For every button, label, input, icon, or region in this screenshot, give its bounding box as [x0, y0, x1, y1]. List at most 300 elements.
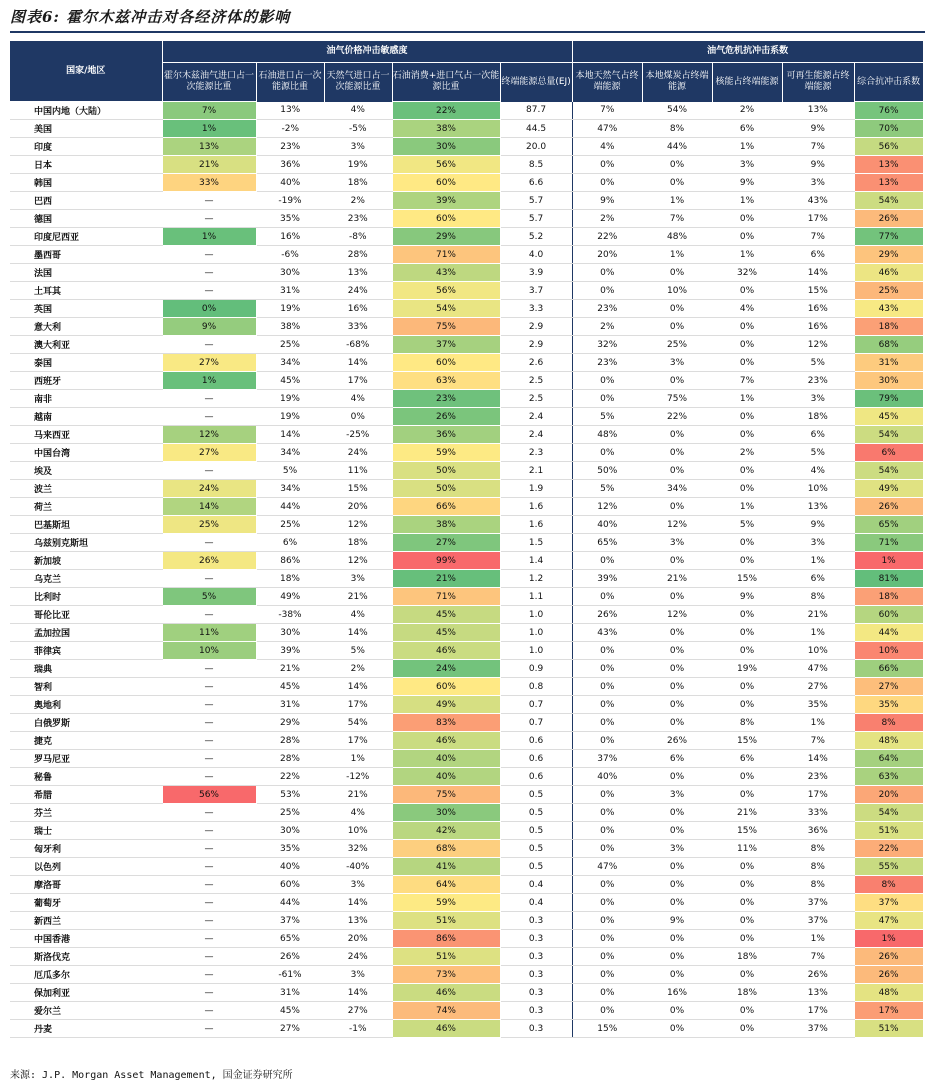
- country-cell: 厄瓜多尔: [10, 966, 162, 984]
- value-cell: —: [162, 282, 256, 300]
- value-cell: 0%: [712, 228, 782, 246]
- value-cell: —: [162, 876, 256, 894]
- country-cell: 哥伦比亚: [10, 606, 162, 624]
- value-cell: 47%: [854, 912, 923, 930]
- table-row: [10, 750, 923, 768]
- value-cell: 60%: [392, 678, 500, 696]
- table-row: [10, 894, 923, 912]
- value-cell: 0%: [712, 678, 782, 696]
- value-cell: 0%: [712, 282, 782, 300]
- value-cell: 0%: [642, 876, 712, 894]
- table-row: [10, 480, 923, 498]
- value-cell: 5%: [256, 462, 324, 480]
- value-cell: 6%: [782, 246, 854, 264]
- value-cell: 9%: [162, 318, 256, 336]
- value-cell: 60%: [392, 354, 500, 372]
- value-cell: 39%: [256, 642, 324, 660]
- value-cell: 40%: [572, 768, 642, 786]
- value-cell: 3.7: [500, 282, 572, 300]
- country-cell: 中国香港: [10, 930, 162, 948]
- value-cell: 12%: [782, 336, 854, 354]
- column-header: 石油消费+进口气占一次能源比重: [392, 63, 500, 102]
- value-cell: 13%: [782, 102, 854, 120]
- value-cell: 2%: [712, 444, 782, 462]
- value-cell: 54%: [642, 102, 712, 120]
- table-row: [10, 228, 923, 246]
- value-cell: —: [162, 696, 256, 714]
- value-cell: 2.9: [500, 336, 572, 354]
- value-cell: 2.6: [500, 354, 572, 372]
- value-cell: 7%: [782, 228, 854, 246]
- value-cell: 9%: [782, 156, 854, 174]
- value-cell: 0%: [572, 966, 642, 984]
- value-cell: 1%: [854, 930, 923, 948]
- value-cell: 0%: [572, 984, 642, 1002]
- value-cell: 21%: [782, 606, 854, 624]
- value-cell: —: [162, 678, 256, 696]
- value-cell: 4%: [782, 462, 854, 480]
- value-cell: 23%: [572, 300, 642, 318]
- value-cell: 30%: [392, 138, 500, 156]
- value-cell: 0%: [642, 462, 712, 480]
- value-cell: —: [162, 264, 256, 282]
- value-cell: 0%: [712, 912, 782, 930]
- value-cell: 27%: [854, 678, 923, 696]
- value-cell: 0%: [572, 696, 642, 714]
- value-cell: 12%: [572, 498, 642, 516]
- value-cell: 0%: [712, 462, 782, 480]
- value-cell: 26%: [392, 408, 500, 426]
- value-cell: 30%: [392, 804, 500, 822]
- value-cell: 0%: [572, 786, 642, 804]
- column-header: 本地煤炭占终端能源: [642, 63, 712, 102]
- value-cell: 0%: [642, 714, 712, 732]
- value-cell: 47%: [572, 858, 642, 876]
- value-cell: 30%: [256, 264, 324, 282]
- value-cell: —: [162, 660, 256, 678]
- value-cell: 0%: [712, 606, 782, 624]
- value-cell: 6%: [712, 750, 782, 768]
- value-cell: 18%: [854, 588, 923, 606]
- value-cell: 43%: [392, 264, 500, 282]
- value-cell: 9%: [712, 174, 782, 192]
- value-cell: 0%: [712, 534, 782, 552]
- value-cell: 51%: [392, 948, 500, 966]
- value-cell: -12%: [324, 768, 392, 786]
- value-cell: 0%: [642, 930, 712, 948]
- value-cell: 22%: [642, 408, 712, 426]
- value-cell: 18%: [782, 408, 854, 426]
- value-cell: 76%: [854, 102, 923, 120]
- value-cell: 1%: [712, 192, 782, 210]
- value-cell: 0%: [572, 390, 642, 408]
- value-cell: 51%: [854, 822, 923, 840]
- value-cell: 3%: [642, 786, 712, 804]
- value-cell: 7%: [642, 210, 712, 228]
- table-row: [10, 498, 923, 516]
- value-cell: 0%: [572, 444, 642, 462]
- table-row: [10, 768, 923, 786]
- value-cell: 49%: [854, 480, 923, 498]
- value-cell: 31%: [256, 984, 324, 1002]
- value-cell: 15%: [572, 1020, 642, 1038]
- value-cell: 86%: [392, 930, 500, 948]
- value-cell: 1%: [712, 498, 782, 516]
- value-cell: 0%: [712, 354, 782, 372]
- value-cell: 1%: [854, 552, 923, 570]
- value-cell: 59%: [392, 444, 500, 462]
- value-cell: 40%: [256, 174, 324, 192]
- value-cell: 23%: [324, 210, 392, 228]
- source-note: 来源: J.P. Morgan Asset Management, 国金证券研究所: [10, 1070, 293, 1081]
- value-cell: 8%: [712, 714, 782, 732]
- value-cell: —: [162, 408, 256, 426]
- value-cell: 47%: [782, 660, 854, 678]
- table-row: [10, 678, 923, 696]
- value-cell: 0%: [572, 930, 642, 948]
- value-cell: 19%: [256, 300, 324, 318]
- value-cell: 45%: [256, 1002, 324, 1020]
- value-cell: 40%: [392, 768, 500, 786]
- value-cell: -8%: [324, 228, 392, 246]
- value-cell: -25%: [324, 426, 392, 444]
- value-cell: 17%: [324, 696, 392, 714]
- value-cell: 1.0: [500, 606, 572, 624]
- value-cell: 37%: [256, 912, 324, 930]
- value-cell: 13%: [854, 156, 923, 174]
- value-cell: 26%: [572, 606, 642, 624]
- value-cell: 8%: [782, 588, 854, 606]
- value-cell: -5%: [324, 120, 392, 138]
- value-cell: 23%: [256, 138, 324, 156]
- value-cell: 3%: [782, 390, 854, 408]
- value-cell: —: [162, 1002, 256, 1020]
- value-cell: 0%: [642, 372, 712, 390]
- value-cell: 13%: [854, 174, 923, 192]
- value-cell: 71%: [392, 588, 500, 606]
- value-cell: 7%: [572, 102, 642, 120]
- value-cell: -1%: [324, 1020, 392, 1038]
- value-cell: 0%: [712, 624, 782, 642]
- value-cell: 2%: [712, 102, 782, 120]
- value-cell: 34%: [256, 444, 324, 462]
- value-cell: 37%: [782, 912, 854, 930]
- country-cell: 波兰: [10, 480, 162, 498]
- value-cell: 0%: [712, 786, 782, 804]
- impact-table: [10, 41, 924, 1038]
- value-cell: 60%: [392, 210, 500, 228]
- value-cell: 25%: [854, 282, 923, 300]
- value-cell: 11%: [712, 840, 782, 858]
- value-cell: 5%: [572, 408, 642, 426]
- value-cell: 41%: [392, 858, 500, 876]
- value-cell: 1%: [324, 750, 392, 768]
- value-cell: 0%: [712, 480, 782, 498]
- value-cell: 1.2: [500, 570, 572, 588]
- value-cell: 1.0: [500, 624, 572, 642]
- country-cell: 日本: [10, 156, 162, 174]
- value-cell: 1.5: [500, 534, 572, 552]
- table-row: [10, 138, 923, 156]
- value-cell: 17%: [854, 1002, 923, 1020]
- value-cell: 1%: [782, 624, 854, 642]
- title-rule: [10, 31, 925, 33]
- value-cell: 21%: [324, 588, 392, 606]
- value-cell: 1%: [782, 714, 854, 732]
- value-cell: 0%: [642, 894, 712, 912]
- value-cell: —: [162, 462, 256, 480]
- value-cell: 3%: [782, 174, 854, 192]
- value-cell: 2.5: [500, 390, 572, 408]
- value-cell: 64%: [392, 876, 500, 894]
- value-cell: 33%: [782, 804, 854, 822]
- value-cell: 16%: [256, 228, 324, 246]
- group-header-resilience: 油气危机抗冲击系数: [572, 41, 923, 63]
- value-cell: 0%: [642, 966, 712, 984]
- value-cell: 0%: [642, 426, 712, 444]
- value-cell: 18%: [324, 174, 392, 192]
- country-cell: 捷克: [10, 732, 162, 750]
- value-cell: 28%: [324, 246, 392, 264]
- value-cell: 3%: [642, 354, 712, 372]
- value-cell: 46%: [854, 264, 923, 282]
- value-cell: 2.4: [500, 426, 572, 444]
- country-cell: 中国内地（大陆）: [10, 102, 162, 120]
- value-cell: 56%: [392, 156, 500, 174]
- value-cell: 0%: [572, 156, 642, 174]
- value-cell: 7%: [782, 138, 854, 156]
- value-cell: 46%: [392, 642, 500, 660]
- value-cell: 50%: [392, 462, 500, 480]
- country-cell: 瑞士: [10, 822, 162, 840]
- table-row: [10, 696, 923, 714]
- value-cell: 30%: [256, 624, 324, 642]
- value-cell: 13%: [782, 498, 854, 516]
- value-cell: 0%: [712, 426, 782, 444]
- table-row: [10, 246, 923, 264]
- country-cell: 匈牙利: [10, 840, 162, 858]
- value-cell: 8%: [782, 858, 854, 876]
- value-cell: 10%: [782, 642, 854, 660]
- value-cell: 38%: [392, 120, 500, 138]
- value-cell: 0%: [572, 642, 642, 660]
- value-cell: 30%: [256, 822, 324, 840]
- value-cell: 0%: [572, 804, 642, 822]
- value-cell: 29%: [854, 246, 923, 264]
- value-cell: 0%: [712, 318, 782, 336]
- country-cell: 英国: [10, 300, 162, 318]
- value-cell: 35%: [256, 840, 324, 858]
- value-cell: 2.4: [500, 408, 572, 426]
- value-cell: 99%: [392, 552, 500, 570]
- value-cell: 45%: [392, 624, 500, 642]
- value-cell: 71%: [854, 534, 923, 552]
- value-cell: 34%: [256, 480, 324, 498]
- value-cell: 0%: [642, 804, 712, 822]
- value-cell: 1.1: [500, 588, 572, 606]
- value-cell: 22%: [392, 102, 500, 120]
- value-cell: 0%: [572, 552, 642, 570]
- value-cell: 0.3: [500, 966, 572, 984]
- value-cell: 83%: [392, 714, 500, 732]
- country-cell: 巴基斯坦: [10, 516, 162, 534]
- value-cell: 63%: [854, 768, 923, 786]
- table-row: [10, 462, 923, 480]
- value-cell: 0%: [572, 948, 642, 966]
- table-row: [10, 282, 923, 300]
- value-cell: 0.5: [500, 840, 572, 858]
- value-cell: 51%: [392, 912, 500, 930]
- value-cell: 2.1: [500, 462, 572, 480]
- table-row: [10, 624, 923, 642]
- value-cell: 70%: [854, 120, 923, 138]
- value-cell: 0%: [712, 696, 782, 714]
- group-header-sensitivity: 油气价格冲击敏感度: [162, 41, 572, 63]
- value-cell: 0%: [642, 156, 712, 174]
- column-header: 可再生能源占终端能源: [782, 63, 854, 102]
- value-cell: 6%: [712, 120, 782, 138]
- value-cell: 21%: [712, 804, 782, 822]
- value-cell: 24%: [324, 948, 392, 966]
- value-cell: 55%: [854, 858, 923, 876]
- value-cell: 28%: [256, 732, 324, 750]
- value-cell: 8%: [782, 876, 854, 894]
- value-cell: 49%: [256, 588, 324, 606]
- value-cell: —: [162, 822, 256, 840]
- value-cell: 2.3: [500, 444, 572, 462]
- value-cell: 27%: [392, 534, 500, 552]
- value-cell: 59%: [392, 894, 500, 912]
- value-cell: 14%: [782, 264, 854, 282]
- value-cell: 23%: [782, 768, 854, 786]
- value-cell: 24%: [162, 480, 256, 498]
- value-cell: 21%: [256, 660, 324, 678]
- value-cell: —: [162, 390, 256, 408]
- country-cell: 越南: [10, 408, 162, 426]
- value-cell: -61%: [256, 966, 324, 984]
- value-cell: 37%: [572, 750, 642, 768]
- value-cell: —: [162, 714, 256, 732]
- value-cell: 44%: [854, 624, 923, 642]
- value-cell: —: [162, 948, 256, 966]
- value-cell: 26%: [854, 966, 923, 984]
- value-cell: 0.3: [500, 1002, 572, 1020]
- value-cell: 40%: [392, 750, 500, 768]
- value-cell: 18%: [256, 570, 324, 588]
- value-cell: 43%: [782, 192, 854, 210]
- value-cell: 3.3: [500, 300, 572, 318]
- value-cell: —: [162, 912, 256, 930]
- value-cell: —: [162, 210, 256, 228]
- table-row: [10, 840, 923, 858]
- value-cell: 0%: [572, 732, 642, 750]
- country-cell: 马来西亚: [10, 426, 162, 444]
- value-cell: 0%: [712, 408, 782, 426]
- value-cell: -38%: [256, 606, 324, 624]
- value-cell: 1%: [712, 390, 782, 408]
- country-cell: 葡萄牙: [10, 894, 162, 912]
- value-cell: 38%: [256, 318, 324, 336]
- value-cell: 16%: [642, 984, 712, 1002]
- table-row: [10, 120, 923, 138]
- table-row: [10, 606, 923, 624]
- value-cell: 5%: [782, 444, 854, 462]
- value-cell: 46%: [392, 1020, 500, 1038]
- value-cell: 4%: [572, 138, 642, 156]
- value-cell: 39%: [392, 192, 500, 210]
- value-cell: 19%: [256, 390, 324, 408]
- table-row: [10, 552, 923, 570]
- value-cell: 0%: [642, 678, 712, 696]
- column-header: 石油进口占一次能源比重: [256, 63, 324, 102]
- country-cell: 奥地利: [10, 696, 162, 714]
- value-cell: 0%: [572, 912, 642, 930]
- value-cell: 31%: [854, 354, 923, 372]
- value-cell: 87.7: [500, 102, 572, 120]
- value-cell: 0%: [572, 660, 642, 678]
- value-cell: 0.3: [500, 930, 572, 948]
- value-cell: 16%: [782, 300, 854, 318]
- value-cell: 27%: [782, 678, 854, 696]
- value-cell: 3%: [642, 534, 712, 552]
- value-cell: 1%: [712, 138, 782, 156]
- value-cell: 4%: [324, 102, 392, 120]
- value-cell: 24%: [392, 660, 500, 678]
- table-row: [10, 174, 923, 192]
- country-cell: 芬兰: [10, 804, 162, 822]
- value-cell: 65%: [572, 534, 642, 552]
- value-cell: —: [162, 804, 256, 822]
- table-row: [10, 192, 923, 210]
- value-cell: 0.4: [500, 894, 572, 912]
- value-cell: 20%: [324, 498, 392, 516]
- value-cell: 17%: [782, 786, 854, 804]
- value-cell: 0%: [642, 696, 712, 714]
- value-cell: 0%: [712, 1020, 782, 1038]
- table-row: [10, 984, 923, 1002]
- country-cell: 乌兹别克斯坦: [10, 534, 162, 552]
- value-cell: 10%: [324, 822, 392, 840]
- value-cell: 47%: [572, 120, 642, 138]
- value-cell: 15%: [324, 480, 392, 498]
- value-cell: 0%: [642, 624, 712, 642]
- column-header: 终端能源总量(EJ): [500, 63, 572, 102]
- value-cell: 1%: [162, 372, 256, 390]
- value-cell: 65%: [854, 516, 923, 534]
- table-row: [10, 876, 923, 894]
- table-row: [10, 930, 923, 948]
- value-cell: 21%: [324, 786, 392, 804]
- value-cell: 1%: [782, 930, 854, 948]
- value-cell: 0%: [572, 282, 642, 300]
- value-cell: 45%: [256, 372, 324, 390]
- value-cell: 27%: [324, 1002, 392, 1020]
- table-row: [10, 264, 923, 282]
- value-cell: 60%: [256, 876, 324, 894]
- table-row: [10, 102, 923, 120]
- value-cell: 0.6: [500, 732, 572, 750]
- table-row: [10, 300, 923, 318]
- value-cell: 26%: [854, 210, 923, 228]
- value-cell: 4%: [712, 300, 782, 318]
- column-header: 霍尔木兹油气进口占一次能源比重: [162, 63, 256, 102]
- value-cell: 71%: [392, 246, 500, 264]
- table-row: [10, 372, 923, 390]
- value-cell: 1.0: [500, 642, 572, 660]
- country-cell: 菲律宾: [10, 642, 162, 660]
- value-cell: 3%: [324, 876, 392, 894]
- value-cell: 27%: [256, 1020, 324, 1038]
